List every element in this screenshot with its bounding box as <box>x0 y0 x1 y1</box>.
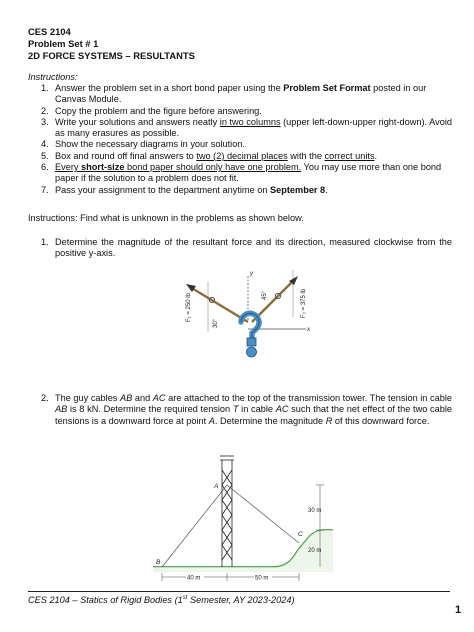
instruction-item <box>28 185 452 196</box>
item-underlined-text: correct units <box>324 150 375 161</box>
force-f1-label: F₁ = 250 lb <box>186 293 192 322</box>
problem-2 <box>28 393 452 427</box>
problem-1 <box>28 237 452 260</box>
section2-instructions: Instructions: Find what is unknown in the problems as shown below. <box>28 213 304 223</box>
dimension-30m-label: 30 m <box>308 508 322 514</box>
angle-30-label: 30° <box>213 318 219 328</box>
item-text: Write your solutions and answers neatly <box>55 116 220 127</box>
item-text: with the <box>287 150 325 161</box>
point-a-label: A <box>214 483 219 490</box>
instruction-item <box>28 83 452 106</box>
hook-base <box>247 347 257 357</box>
hook-shape <box>241 313 259 339</box>
item-number: 7. <box>41 184 49 195</box>
item-underlined-text: two (2) decimal places <box>196 150 288 161</box>
item-number: 6. <box>41 162 49 173</box>
item-number: 3. <box>41 116 49 127</box>
item-underlined-text: Every <box>55 162 82 173</box>
footer-text: CES 2104 – Statics of Rigid Bodies (1st Semester, AY 2023-2024) <box>28 595 295 606</box>
instruction-item <box>28 106 452 117</box>
item-bold-text: September 8 <box>270 184 326 195</box>
item-text: (upper left-down-upper right-down). Avoid as many erasures as possible. <box>55 116 452 139</box>
ground-fill <box>153 530 333 572</box>
problem-set-title: Problem Set # 1 <box>28 38 99 49</box>
instruction-item <box>28 162 452 185</box>
instructions-list <box>28 83 452 196</box>
transmission-tower-figure <box>148 450 338 585</box>
item-underlined-text: bond paper should only have one problem. <box>124 162 302 173</box>
item-number: 2. <box>41 105 49 116</box>
item-text: Show the necessary diagrams in your solution. <box>55 139 245 150</box>
item-text: Pass your assignment to the department anytime on <box>55 184 271 195</box>
hook-shank <box>247 338 256 346</box>
problem-number: 2. <box>41 393 49 403</box>
force-f1-cable <box>190 287 248 322</box>
topic-title: 2D FORCE SYSTEMS – RESULTANTS <box>28 50 195 61</box>
item-text: Box and round off final answers to <box>55 150 197 161</box>
instruction-item <box>28 151 452 162</box>
instruction-item <box>28 117 452 140</box>
page-number: 1 <box>455 604 462 616</box>
dimension-20m-label: 20 m <box>308 548 322 554</box>
problem-text: The guy cables AB and AC are attached to the top of the transmission tower. The tension in cable AB is 8 kN. Determine the required tension T in cable AC such that the net effect of the two cable tensions is a downward force at point A. Determine the magnitude R of this downward force. <box>55 393 453 426</box>
item-bold-underlined-text: short-size <box>81 162 125 173</box>
item-underlined-text: in two columns <box>219 116 281 127</box>
problem-number: 1. <box>41 237 49 247</box>
point-c-label: C <box>298 531 303 538</box>
force-f2-label: F₂ = 375 lb <box>301 288 307 318</box>
item-number: 4. <box>41 139 49 150</box>
dimension-40m-label: 40 m <box>187 575 201 582</box>
item-text: Answer the problem set in a short bond paper using the <box>55 83 284 93</box>
y-axis-label: y <box>250 271 253 277</box>
item-bold-text: Problem Set Format <box>283 83 371 93</box>
item-text: . <box>325 184 328 195</box>
item-text: Copy the problem and the figure before answering. <box>55 105 262 116</box>
item-text: You may use more than one bond paper if the solution to a problem does not fit. <box>55 162 442 184</box>
instructions-title: Instructions: <box>28 72 78 82</box>
item-number: 5. <box>41 150 49 161</box>
document-header <box>28 26 195 62</box>
course-code: CES 2104 <box>28 26 71 37</box>
item-number: 1. <box>41 83 49 93</box>
tower-structure <box>220 456 234 567</box>
item-text: . <box>374 150 378 161</box>
footer-divider <box>28 591 450 592</box>
cable-ab <box>162 485 227 567</box>
cable-ac <box>227 485 299 543</box>
instruction-item <box>28 139 452 150</box>
problem-text: Determine the magnitude of the resultant force and its direction, measured clockwise from the positive y-axis. <box>55 237 452 259</box>
hook-force-figure <box>168 262 318 377</box>
item-text: posted in our Canvas Module. <box>55 83 427 105</box>
dimension-50m-label: 50 m <box>255 575 269 582</box>
x-axis-label: x <box>307 327 310 333</box>
angle-45-label: 45° <box>262 290 268 300</box>
point-b-label: B <box>156 559 161 566</box>
